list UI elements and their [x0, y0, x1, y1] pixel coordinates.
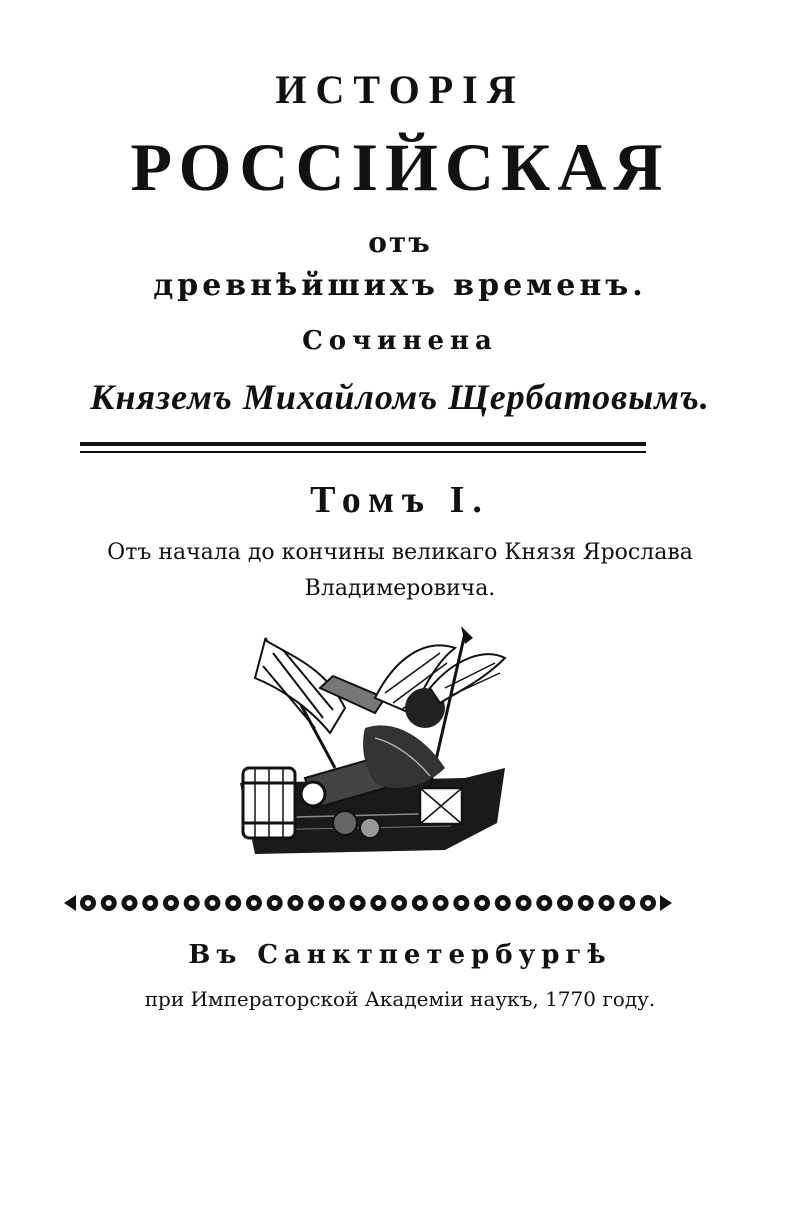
city-line: Въ Санктпетербургѣ [188, 940, 612, 970]
ornament-rosette-center [562, 900, 568, 906]
double-rule-bottom [80, 451, 646, 453]
ornament-rosette-center [500, 900, 506, 906]
ornament-rosette-center [230, 900, 236, 906]
ornament-rosette-center [168, 900, 174, 906]
ornament-rosette-center [438, 900, 444, 906]
ornament-rosette-center [583, 900, 589, 906]
ornament-rosette-center [541, 900, 547, 906]
ornament-rosette-center [375, 900, 381, 906]
ornament-rosette-center [106, 900, 112, 906]
ornament-rosette-center [417, 900, 423, 906]
ancient-times-line: древнѣйшихъ временъ. [153, 268, 647, 303]
ornament-rosette-center [645, 900, 651, 906]
title-line-1: ИСТОРІЯ [275, 67, 525, 112]
ornament-rosette-center [355, 900, 361, 906]
ornament-rosette-center [292, 900, 298, 906]
ornament-rosette-center [334, 900, 340, 906]
volume-number: Томъ I. [310, 479, 490, 521]
imprint-line: при Императорской Академіи наукъ, 1770 году. [144, 987, 656, 1011]
title-line-2: РОССІЙСКАЯ [130, 129, 670, 205]
ornament-rosette-center [313, 900, 319, 906]
ornament-rosette-center [85, 900, 91, 906]
ornament-rosette-center [624, 900, 630, 906]
subtitle-line-1: Отъ начала до кончины великаго Князя Ярослава [107, 540, 693, 565]
ornament-rosette-center [521, 900, 527, 906]
ornament-rosette-center [147, 900, 153, 906]
ornament-rosette-center [604, 900, 610, 906]
floral-border-ornament-icon [62, 890, 674, 916]
ornament-rosette-center [396, 900, 402, 906]
ornament-rosette-center [479, 900, 485, 906]
ornament-rosette-center [126, 900, 132, 906]
ornament-rosette-center [458, 900, 464, 906]
ornament-rosette-center [272, 900, 278, 906]
ornament-rosette-center [251, 900, 257, 906]
author-line: Княземъ Михайломъ Щербатовымъ. [90, 377, 710, 417]
composed-line: Сочинена [302, 326, 498, 356]
from-word: отъ [368, 226, 432, 259]
ornament-rosette-center [209, 900, 215, 906]
double-rule-top [80, 442, 646, 446]
military-trophy-engraving-icon [225, 618, 525, 868]
subtitle-line-2: Владимеровича. [304, 576, 496, 601]
ornament-rosette-center [189, 900, 195, 906]
